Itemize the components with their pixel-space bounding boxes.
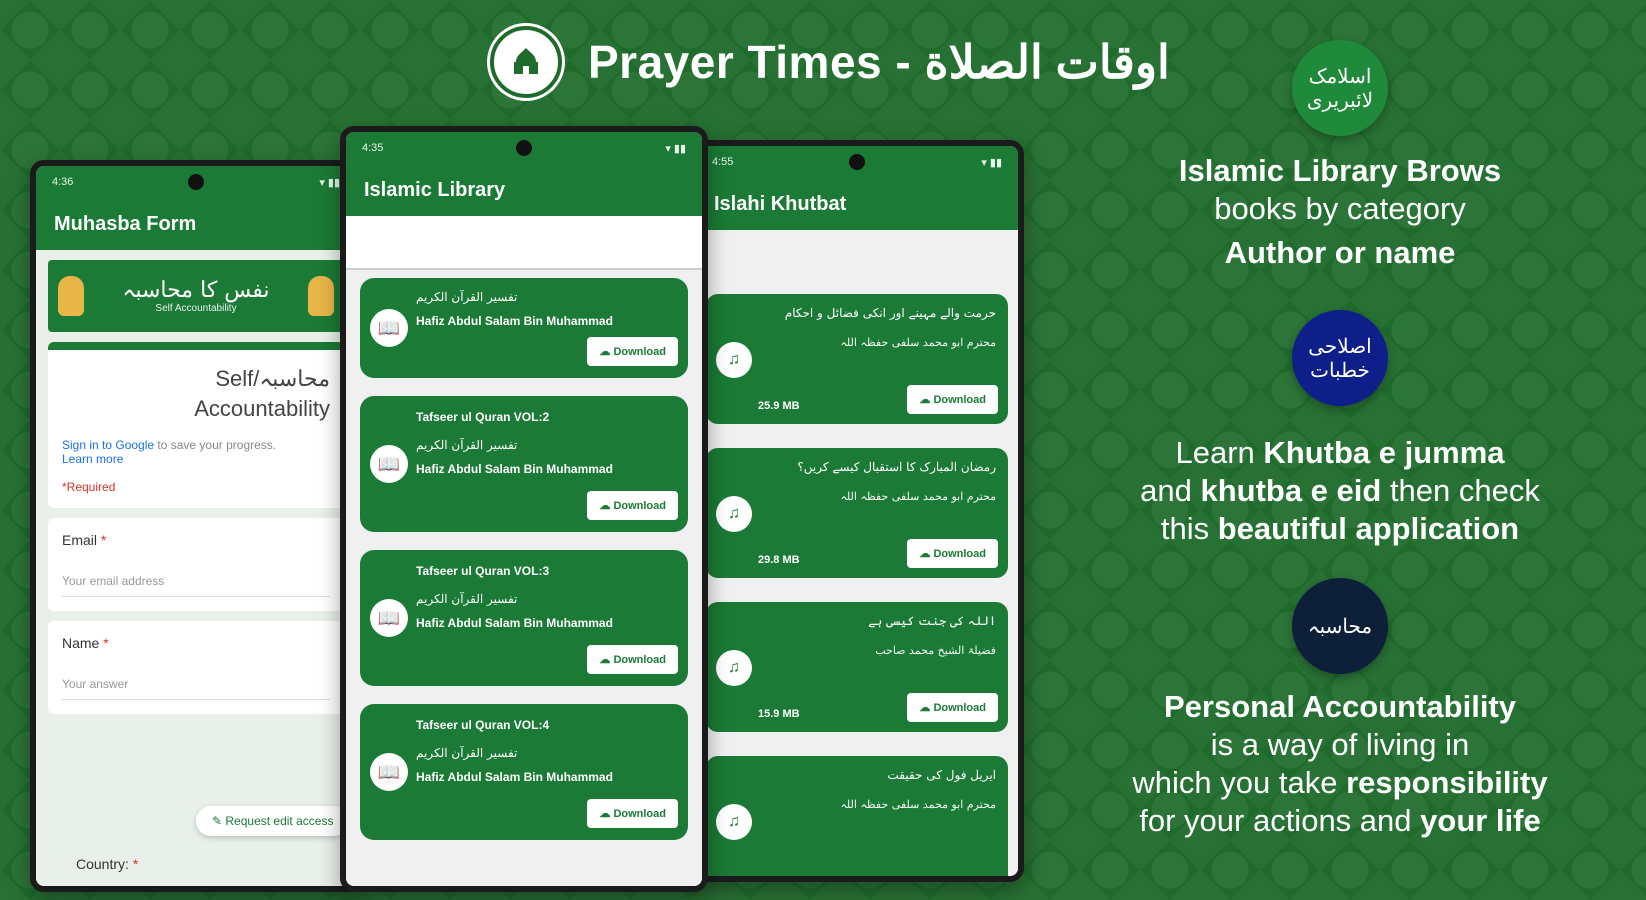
book-title: Tafseer ul Quran VOL:4 — [416, 718, 550, 732]
download-button[interactable]: ☁ Download — [587, 799, 678, 828]
book-title: Tafseer ul Quran VOL:2 — [416, 410, 550, 424]
book-urdu-title: تفسير القرآن الكريم — [416, 290, 518, 304]
search-input[interactable] — [346, 216, 702, 270]
banner-english: Self Accountability — [155, 303, 237, 314]
email-label: Email * — [62, 532, 107, 548]
status-bar — [346, 132, 702, 164]
name-field[interactable]: Your answer — [62, 677, 330, 700]
library-line3: Author or name — [1224, 235, 1456, 270]
download-button[interactable]: ☁ Download — [587, 337, 678, 366]
form-banner — [48, 260, 344, 332]
name-label: Name * — [62, 635, 109, 651]
book-icon: 📖 — [370, 599, 408, 637]
book-card[interactable] — [360, 550, 688, 686]
phone-islamic-library — [340, 126, 708, 892]
khutba-speaker: محترم ابو محمد سلفی حفظہ اللہ — [840, 336, 996, 349]
signin-text: to save your progress. — [154, 438, 277, 452]
khutba-card[interactable] — [706, 448, 1008, 578]
status-icons: ▾ ▮▮ — [665, 142, 686, 155]
library-badge: اسلامک لائبریری — [1292, 40, 1388, 136]
khutba-title: رمضان المبارک کا استقبال کیسے کریں؟ — [797, 460, 996, 474]
lantern-icon — [308, 276, 334, 316]
signin-note — [62, 438, 330, 466]
phone-muhasba-form — [30, 160, 362, 892]
learn-more-link[interactable]: Learn more — [62, 452, 124, 466]
book-urdu-title: تفسير القرآن الكريم — [416, 438, 518, 452]
khutba-speaker: محترم ابو محمد سلفی حفظہ اللہ — [840, 798, 996, 811]
camera-notch — [516, 140, 532, 156]
book-urdu-title: تفسير القرآن الكريم — [416, 746, 518, 760]
muhasba-line1: Personal Accountability — [1164, 689, 1516, 724]
khutbat-line1: Learn Khutba e jumma — [1175, 435, 1505, 470]
feature-khutbat — [1070, 310, 1610, 548]
mosque-icon — [490, 26, 562, 98]
book-author: Hafiz Abdul Salam Bin Muhammad — [416, 314, 613, 328]
headphones-icon: ♫ — [716, 496, 752, 532]
muhasba-line4: for your actions and your life — [1139, 803, 1541, 838]
khutba-title: ایریل فول کی حقیقت — [887, 768, 996, 782]
download-button[interactable]: ☁ Download — [907, 693, 998, 722]
book-icon: 📖 — [370, 309, 408, 347]
edit-access-label: Request edit access — [225, 814, 334, 828]
book-card[interactable] — [360, 396, 688, 532]
status-bar — [696, 146, 1018, 178]
status-icons: ▾ ▮▮ — [981, 156, 1002, 169]
signin-link[interactable]: Sign in to Google — [62, 438, 155, 452]
book-title: Tafseer ul Quran VOL:3 — [416, 564, 550, 578]
app-title: Prayer Times - اوقات الصلاة — [588, 36, 1170, 88]
khutba-card[interactable] — [706, 756, 1008, 882]
download-button[interactable]: ☁ Download — [587, 645, 678, 674]
form-title-line1: Self/محاسبہ — [215, 366, 330, 391]
app-bar-title: Muhasba Form — [36, 198, 356, 250]
file-size: 25.9 MB — [758, 400, 800, 412]
khutba-card[interactable] — [706, 602, 1008, 732]
status-icons: ▾ ▮▮ — [319, 176, 340, 189]
khutbat-line3: this beautiful application — [1160, 511, 1520, 546]
name-question-card — [48, 621, 344, 714]
download-button[interactable]: ☁ Download — [587, 491, 678, 520]
book-card[interactable] — [360, 278, 688, 378]
header — [490, 22, 1170, 102]
app-bar-title: Islahi Khutbat — [696, 178, 1018, 230]
camera-notch — [849, 154, 865, 170]
request-edit-access-button[interactable]: ✎ Request edit access — [196, 806, 349, 836]
book-icon: 📖 — [370, 753, 408, 791]
khutba-speaker: فضیلۃ الشیخ محمد صاحب — [875, 644, 996, 657]
app-bar-title: Islamic Library — [346, 164, 702, 216]
country-label: Country: * — [76, 856, 139, 872]
headphones-icon: ♫ — [716, 804, 752, 840]
form-header-card — [48, 342, 344, 508]
muhasba-line3: which you take responsibility — [1132, 765, 1548, 800]
status-bar — [36, 166, 356, 198]
download-button[interactable]: ☁ Download — [907, 539, 998, 568]
file-size: 29.8 MB — [758, 554, 800, 566]
required-note: *Required — [62, 480, 116, 494]
phone-islahi-khutbat — [690, 140, 1024, 882]
muhasba-badge: محاسبہ — [1292, 578, 1388, 674]
headphones-icon: ♫ — [716, 342, 752, 378]
khutba-speaker: محترم ابو محمد سلفی حفظہ اللہ — [840, 490, 996, 503]
book-card[interactable] — [360, 704, 688, 840]
muhasba-line2: is a way of living in — [1210, 727, 1470, 762]
status-time: 4:35 — [362, 142, 384, 154]
file-size: 15.9 MB — [758, 708, 800, 720]
email-field[interactable]: Your email address — [62, 574, 330, 597]
status-time: 4:36 — [52, 176, 74, 188]
download-button[interactable]: ☁ Download — [907, 385, 998, 414]
khutbat-line2: and khutba e eid then check — [1140, 473, 1540, 508]
status-time: 4:55 — [712, 156, 734, 168]
khutba-title: حرمت والے مہینے اور انکی فضائل و احکام — [784, 306, 996, 320]
banner-urdu: نفس کا محاسبہ — [122, 278, 270, 303]
headphones-icon: ♫ — [716, 650, 752, 686]
book-urdu-title: تفسير القرآن الكريم — [416, 592, 518, 606]
library-line1: Islamic Library Brows — [1178, 153, 1502, 188]
lantern-icon — [58, 276, 84, 316]
khutbat-badge: اصلاحی خطبات — [1292, 310, 1388, 406]
feature-library — [1100, 40, 1580, 272]
book-author: Hafiz Abdul Salam Bin Muhammad — [416, 462, 613, 476]
khutba-card[interactable] — [706, 294, 1008, 424]
email-question-card — [48, 518, 344, 611]
book-author: Hafiz Abdul Salam Bin Muhammad — [416, 616, 613, 630]
feature-muhasba — [1070, 578, 1610, 840]
khutba-title: اللہ کی جنت کیسی ہے — [868, 614, 996, 628]
camera-notch — [188, 174, 204, 190]
book-icon: 📖 — [370, 445, 408, 483]
book-author: Hafiz Abdul Salam Bin Muhammad — [416, 770, 613, 784]
library-line2: books by category — [1214, 191, 1466, 226]
form-title-line2: Accountability — [194, 396, 330, 421]
